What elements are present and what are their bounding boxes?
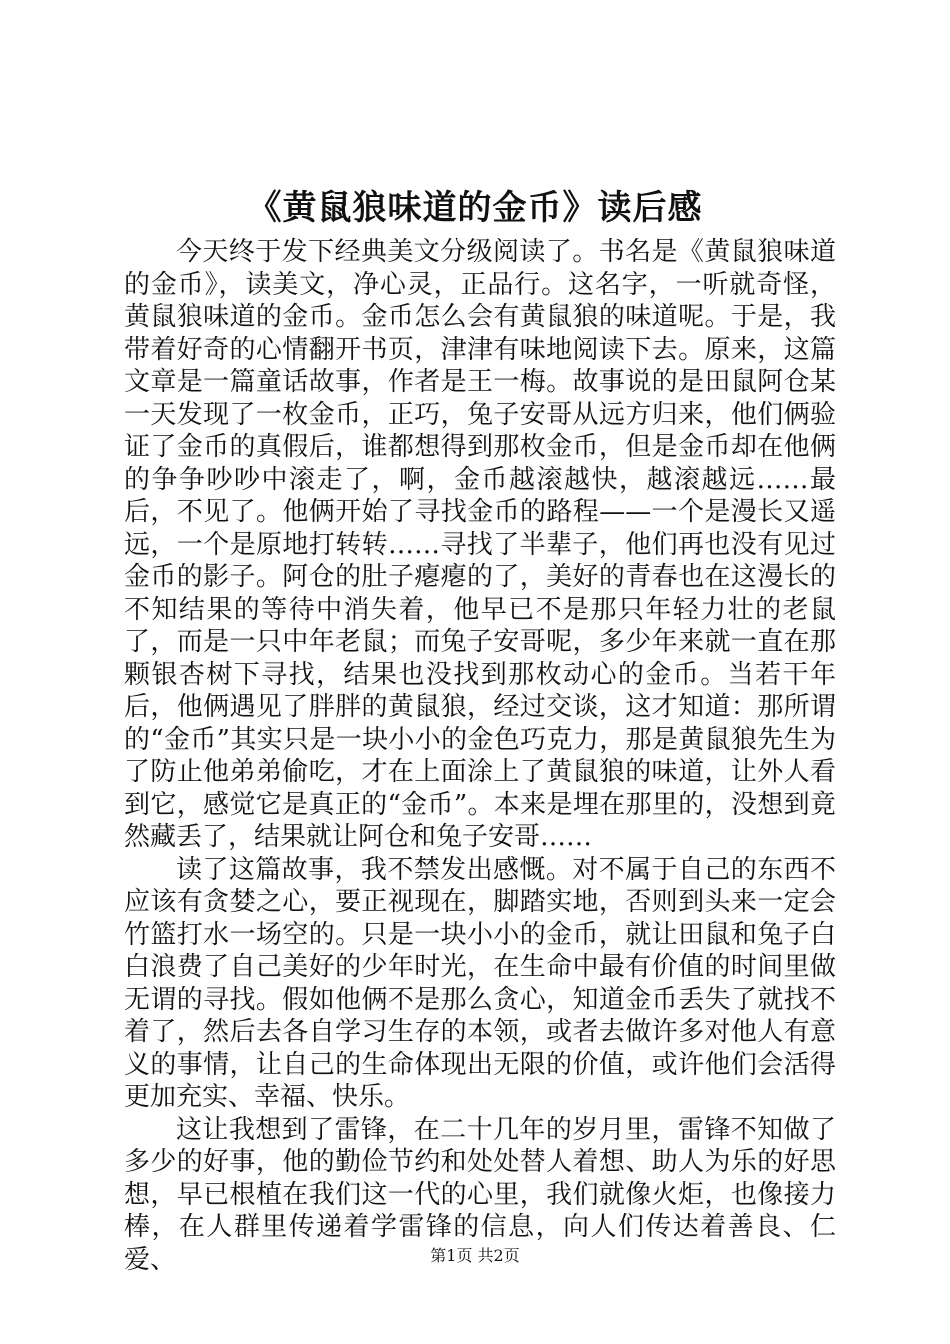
paragraph-2: 读了这篇故事，我不禁发出感慨。对不属于自己的东西不应该有贪婪之心，要正视现在，脚踏实地，否则到头来一定会竹篮打水一场空的。只是一块小小的金币，就让田鼠和兔子白白浪费了自己美好的少年时光，在生命中最有价值的时间里做无谓的寻找。假如他俩不是那么贪心，知道金币丢失了就找不着了，然后去各自学习生存的本领，或者去做许多对他人有意义的事情，让自己的生命体现出无限的价值，或许他们会活得更加充实、幸福、快乐。: [124, 854, 836, 1112]
paragraph-1: 今天终于发下经典美文分级阅读了。书名是《黄鼠狼味道的金币》，读美文，净心灵，正品行。这名字，一听就奇怪，黄鼠狼味道的金币。金币怎么会有黄鼠狼的味道呢。于是，我带着好奇的心情翻开书页，津津有味地阅读下去。原来，这篇文章是一篇童话故事，作者是王一梅。故事说的是田鼠阿仓某一天发现了一枚金币，正巧，兔子安哥从远方归来，他们俩验证了金币的真假后，谁都想得到那枚金币，但是金币却在他俩的争争吵吵中滚走了，啊，金币越滚越快，越滚越远……最后，不见了。他俩开始了寻找金币的路程——一个是漫长又遥远，一个是原地打转转……寻找了半辈子，他们再也没有见过金币的影子。阿仓的肚子瘪瘪的了，美好的青春也在这漫长的不知结果的等待中消失着，他早已不是那只年轻力壮的老鼠了，而是一只中年老鼠；而兔子安哥呢，多少年来就一直在那颗银杏树下寻找，结果也没找到那枚动心的金币。当若干年后，他俩遇见了胖胖的黄鼠狼，经过交谈，这才知道：那所谓的“金币”其实只是一块小小的金色巧克力，那是黄鼠狼先生为了防止他弟弟偷吃，才在上面涂上了黄鼠狼的味道，让外人看到它，感觉它是真正的“金币”。本来是埋在那里的，没想到竟然藏丢了，结果就让阿仓和兔子安哥……: [124, 237, 836, 852]
page-number-footer: 第1页 共2页: [430, 1246, 520, 1265]
paragraph-3: 这让我想到了雷锋，在二十几年的岁月里，雷锋不知做了多少的好事，他的勤俭节约和处处替人着想、助人为乐的好思想，早已根植在我们这一代的心里，我们就像火炬，也像接力棒，在人群里传递着学雷锋的信息，向人们传达着善良、仁爱、: [124, 1114, 836, 1275]
document-title: 《黄鼠狼味道的金币》读后感: [247, 188, 703, 228]
document-body: [124, 236, 836, 1276]
